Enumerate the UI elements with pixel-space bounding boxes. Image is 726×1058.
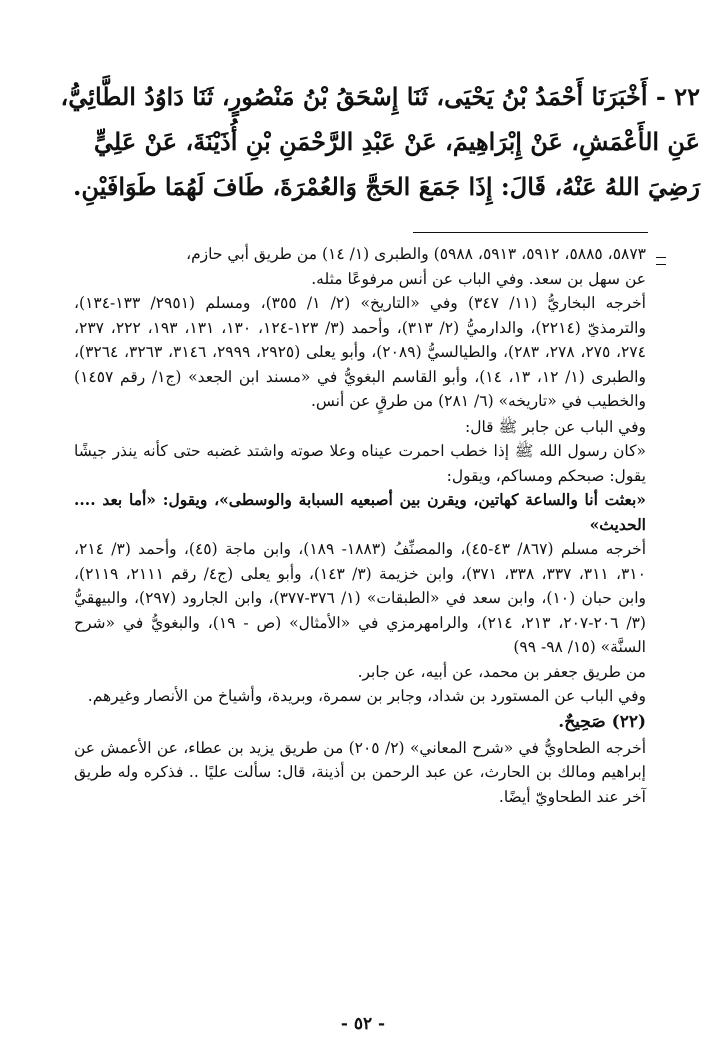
footnote-line: عن سهل بن سعد. وفي الباب عن أنس مرفوعًا مثله.	[311, 269, 646, 288]
footnote-paragraph: أخرجه مسلم (٨٦٧/ ٤٣-٤٥)، والمصنِّفُ (١٨٨٣- ١٨٩)، وابن ماجة (٤٥)، وأحمد (٣/ ٢١٤، ٣١٠، ٣١١، ٣٣٧، ٣٣٨، ٣٧١)، وابن خزيمة (٣/ ١٤٣)، وأبو يعلى (ج٤/ رقم ٢١١١، ٢١١٩)، وابن حبان (١٠)، وابن سعد في «الطبقات» (١/ ٣٧٦-٣٧٧)، وابن الجارود (٢٩٧)، والبيهقيُّ (٣/ ٢٠٦-٢٠٧، ٢١٣، ٢١٤)، والرامهرمزي في «الأمثال» (ص - ١٩)، والبغويُّ في «شرح السنَّة» (١٥/ ٩٨- ٩٩)	[74, 540, 647, 656]
grading-heading: (٢٢) صَحِيحٌ.	[558, 711, 646, 732]
footnote-line: وفي الباب عن جابر ﷺ قال:	[464, 417, 646, 436]
footnote-paragraph: أخرجه الطحاويُّ في «شرح المعاني» (٢/ ٢٠٥) من طريق يزيد بن عطاء، عن الأعمش عن إبراهيم ومالك بن الحارث، عن عبد الرحمن بن أذينة، قال: سألت عليًا .. فذكره وله طريق آخر عند الطحاويّ أيضًا.	[74, 738, 647, 806]
hadith-text	[56, 74, 700, 209]
footnote-line: ٥٨٧٣، ٥٨٨٥، ٥٩١٢، ٥٩١٣، ٥٩٨٨) والطبرى (١/ ١٤) من طريق أبي حازم،	[186, 245, 646, 263]
hadith-body: أَخْبَرَنَا أَحْمَدُ بْنُ يَحْيَى، ثَنَا إِسْحَقُ بْنُ مَنْصُورٍ، ثَنَا دَاوُدُ الطَّائِيُّ، عَنِ الأَعْمَشِ، عَنْ إِبْرَاهِيمَ، عَنْ عَبْدِ الرَّحْمَنِ بْنِ أُذَيْنَةَ، عَنْ عَلِيٍّ رَضِيَ اللهُ عَنْهُ، قَالَ: إِذَا جَمَعَ الحَجَّ وَالعُمْرَةَ، طَافَ لَهُمَا طَوَافَيْنِ.	[60, 82, 700, 201]
footnotes	[74, 242, 646, 809]
hadith-number: ٢٢ -	[655, 82, 700, 111]
continuation-mark	[656, 257, 666, 265]
footnote-separator	[413, 232, 648, 233]
footnote-paragraph: وفي الباب عن المستورد بن شداد، وجابر بن سمرة، وبريدة، وأشياخ من الأنصار وغيرهم.	[87, 687, 646, 705]
footnote-paragraph: أخرجه البخاريُّ (١١/ ٣٤٧) وفي «التاريخ» (٢/ ١/ ٣٥٥)، ومسلم (٢٩٥١/ ١٣٣-١٣٤)، والترمذيّ (٢٢١٤)، والدارميُّ (٢/ ٣١٣)، وأحمد (٣/ ١٢٣-١٢٤، ١٣٠، ١٣١، ١٩٣، ٢٢٢، ٢٣٧، ٢٧٤، ٢٧٥، ٢٧٨، ٢٨٣)، والطيالسيُّ (٢٠٨٩)، وأبو يعلى (٢٩٢٥، ٢٩٩٩، ٣١٤٦، ٣٢٦٣، ٣٢٦٤)، والطبرى (١/ ١٢، ١٣، ١٤)، وأبو القاسم البغويُّ في «مسند ابن الجعد» (ج١/ رقم ١٤٥٧) والخطيب في «تاريخه» (٦/ ٢٨١) من طرقٍ عن أنس.	[74, 294, 646, 410]
page-number: - ٥٢ -	[340, 1014, 386, 1034]
footnote-quote-bold: «بعثت أنا والساعة كهاتين، ويقرن بين أصبعيه السبابة والوسطى»، ويقول: «أما بعد .... الحديث»	[74, 490, 646, 534]
footnote-line: من طريق جعفر بن محمد، عن أبيه، عن جابر.	[357, 662, 646, 681]
footnote-quote: «كان رسول الله ﷺ إذا خطب احمرت عيناه وعلا صوته واشتد غضبه حتى كأنه ينذر جيشًا يقول: صبحكم ومساكم، ويقول:	[74, 442, 646, 485]
